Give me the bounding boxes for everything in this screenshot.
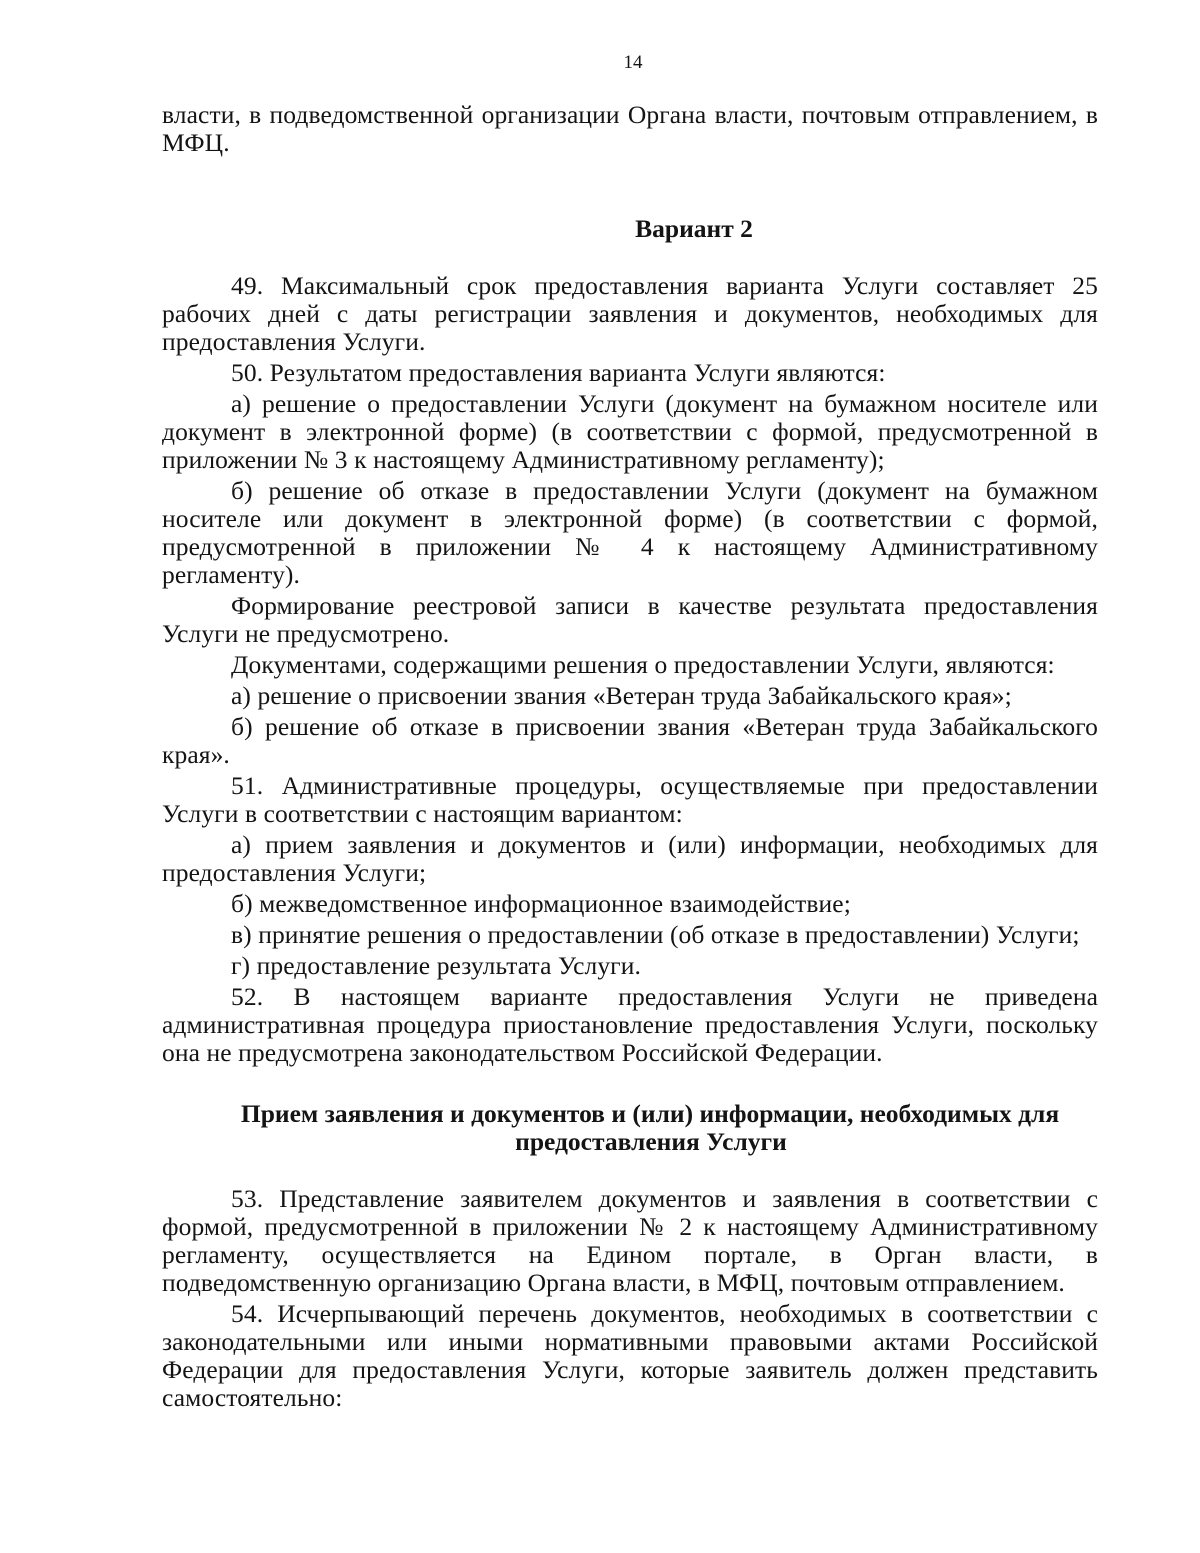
document-body xyxy=(162,101,1098,1412)
section-heading-line-1: Прием заявления и документов и (или) информации, необходимых для xyxy=(240,1099,1060,1128)
paragraph-49: 49. Максимальный срок предоставления варианта Услуги составляет 25 рабочих дней с даты регистрации заявления и документов, необходимых для предоставления Услуги. xyxy=(162,271,1098,356)
paragraph-decision-a: а) решение о присвоении звания «Ветеран труда Забайкальского края»; xyxy=(231,681,1012,710)
paragraph-51-a: а) прием заявления и документов и (или) информации, необходимых для предоставления Услуги; xyxy=(162,830,1098,887)
paragraph-53: 53. Представление заявителем документов и заявления в соответствии с формой, предусмотренной в приложении № 2 к настоящему Административному регламенту, осуществляется на Едином портале, в Орган власти, в подведомственную организацию Органа власти, в МФЦ, почтовым отправлением. xyxy=(162,1184,1098,1297)
paragraph-51-b: б) межведомственное информационное взаимодействие; xyxy=(231,889,851,918)
section-heading-line-2: предоставления Услуги xyxy=(515,1127,787,1156)
paragraph-50-a: а) решение о предоставлении Услуги (документ на бумажном носителе или документ в электронной форме) (в соответствии с формой, предусмотренной в приложении № 3 к настоящему Административному регламенту); xyxy=(162,389,1098,474)
paragraph-decision-b: б) решение об отказе в присвоении звания «Ветеран труда Забайкальского края». xyxy=(162,712,1098,769)
paragraph-54: 54. Исчерпывающий перечень документов, необходимых в соответствии с законодательными или иными нормативными правовыми актами Российской Федерации для предоставления Услуги, которые заявитель должен представить самостоятельно: xyxy=(162,1299,1098,1412)
paragraph-51-d: г) предоставление результата Услуги. xyxy=(231,951,641,980)
section-heading xyxy=(162,1100,1098,1156)
variant-heading: Вариант 2 xyxy=(635,214,753,243)
paragraph-registry-note: Формирование реестровой записи в качестве результата предоставления Услуги не предусмотрено. xyxy=(162,591,1098,648)
paragraph-52: 52. В настоящем варианте предоставления Услуги не приведена административная процедура приостановление предоставления Услуги, поскольку она не предусмотрена законодательством Российской Федерации. xyxy=(162,982,1098,1067)
paragraph-50: 50. Результатом предоставления варианта Услуги являются: xyxy=(231,358,886,387)
paragraph-50-b: б) решение об отказе в предоставлении Услуги (документ на бумажном носителе или документ в электронной форме) (в соответствии с формой, предусмотренной в приложении № 4 к настоящему Административному регламенту). xyxy=(162,476,1098,589)
intro-paragraph: власти, в подведомственной организации Органа власти, почтовым отправлением, в МФЦ. xyxy=(162,100,1098,157)
paragraph-decision-documents: Документами, содержащими решения о предоставлении Услуги, являются: xyxy=(231,650,1055,679)
paragraph-51-c: в) принятие решения о предоставлении (об отказе в предоставлении) Услуги; xyxy=(231,920,1080,949)
paragraph-51: 51. Административные процедуры, осуществляемые при предоставлении Услуги в соответствии с настоящим вариантом: xyxy=(162,771,1098,828)
page-number: 14 xyxy=(623,52,643,73)
